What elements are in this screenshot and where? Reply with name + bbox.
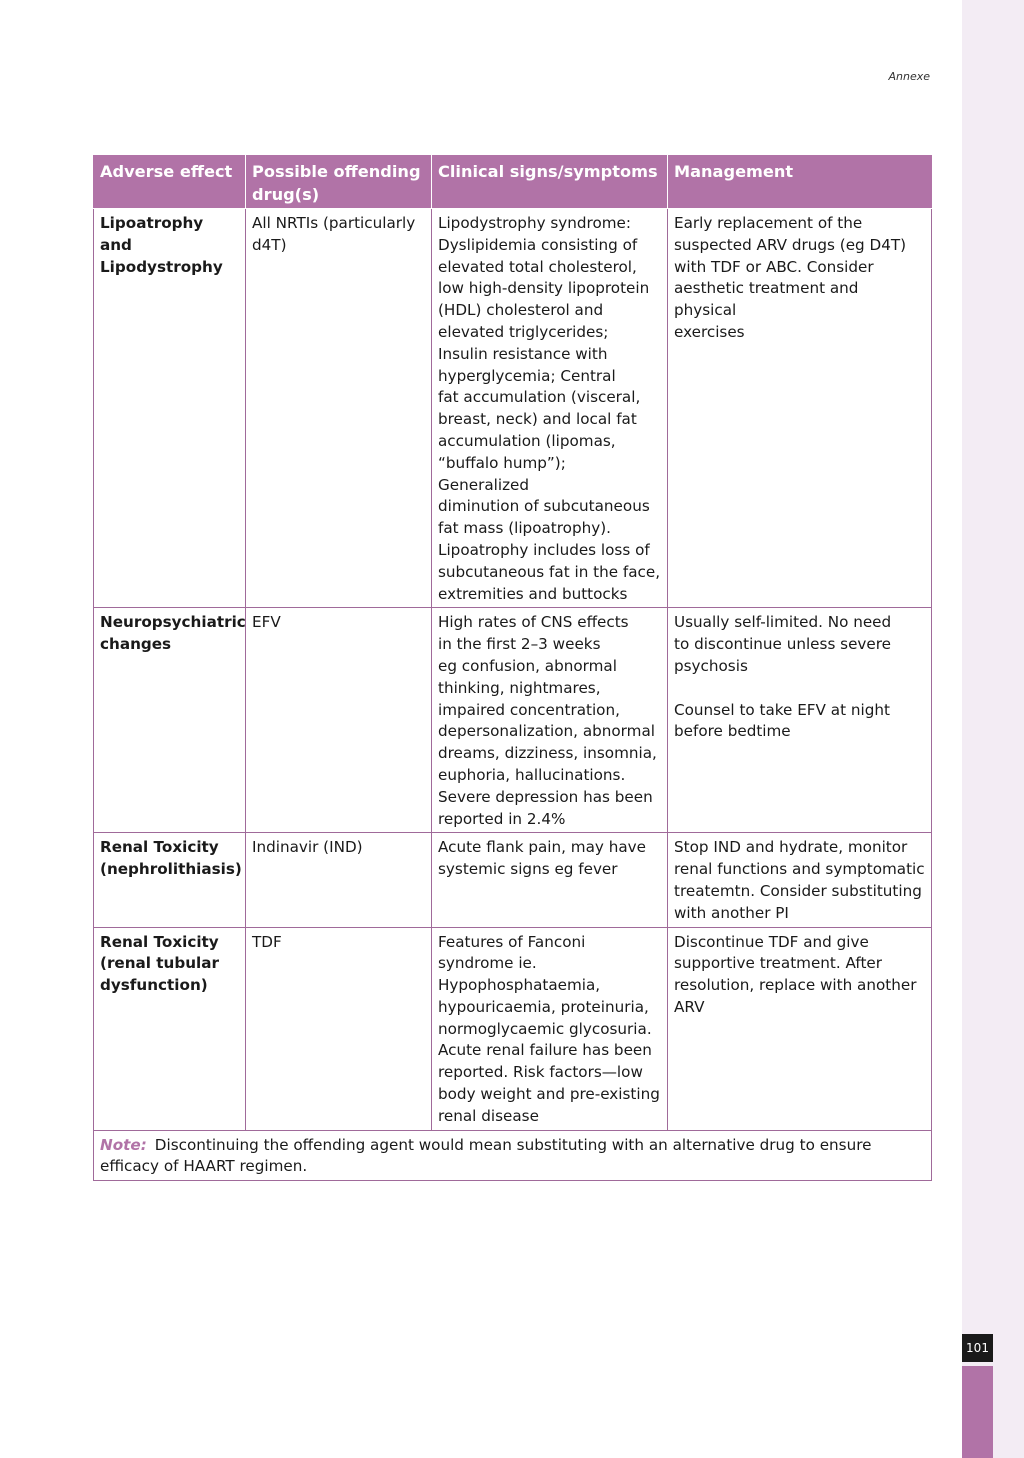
cell-line: psychosis [674,656,748,675]
cell-line: resolution, replace with another [674,976,917,995]
cell-line: Acute renal failure has been [438,1041,652,1060]
cell-line: impaired concentration, [438,700,620,719]
cell-line: Hypophosphataemia, [438,976,601,995]
column-header: Clinical signs/symptoms [432,156,668,209]
cell-line: Indinavir (IND) [252,838,363,857]
cell-line: Lipodystrophy [100,257,223,276]
blank-line [674,678,925,700]
cell-line: depersonalization, abnormal [438,722,655,741]
cell-offending-drug [246,608,432,833]
cell-line: elevated total cholesterol, [438,257,637,276]
table-note [94,1130,932,1181]
cell-line: systemic signs eg fever [438,860,618,879]
adverse-effects-table [93,155,932,1181]
cell-line: Renal Toxicity [100,932,219,951]
cell-adverse-effect [94,209,246,608]
cell-line: Lipodystrophy syndrome: [438,214,632,232]
note-text: Discontinuing the offending agent would mean substituting with an alternative drug to ensure efficacy of HAART regimen. [100,1135,872,1176]
cell-line: Neuropsychiatric [100,613,246,632]
cell-line: supportive treatment. After [674,954,883,973]
page-number: 101 [962,1334,993,1362]
cell-line: Features of Fanconi [438,932,586,951]
table-row [94,927,932,1130]
table-row [94,608,932,833]
cell-line: reported. Risk factors—low [438,1063,643,1082]
cell-line: dysfunction) [100,976,208,995]
cell-line: body weight and pre-existing [438,1085,660,1104]
cell-line: (HDL) cholesterol and [438,301,604,320]
cell-line: Usually self-limited. No need [674,613,892,632]
cell-line: in the first 2–3 weeks [438,635,601,654]
cell-management [668,927,932,1130]
cell-line: (nephrolithiasis) [100,860,242,879]
cell-management [668,833,932,927]
cell-line: normoglycaemic glycosuria. [438,1019,652,1038]
cell-line: to discontinue unless severe [674,635,892,654]
cell-line: accumulation (lipomas, [438,431,616,450]
cell-line: Severe depression has been [438,787,653,806]
cell-line: Lipoatrophy includes loss of [438,540,650,559]
cell-line: fat accumulation (visceral, [438,388,641,407]
cell-offending-drug [246,209,432,608]
table-row [94,833,932,927]
cell-line: fat mass (lipoatrophy). [438,519,611,538]
cell-line: treatemtn. Consider substituting [674,881,922,900]
column-header: Possible offending drug(s) [246,156,432,209]
cell-line: d4T) [252,235,287,254]
cell-line: All NRTIs (particularly [252,214,416,232]
cell-line: Insulin resistance with [438,344,608,363]
cell-line: High rates of CNS effects [438,613,629,632]
cell-line: changes [100,635,172,654]
cell-line: thinking, nightmares, [438,678,601,697]
cell-line: renal functions and symptomatic [674,860,925,879]
cell-line: euphoria, hallucinations. [438,765,626,784]
cell-line: before bedtime [674,722,791,741]
note-label: Note: [100,1135,147,1154]
cell-line: low high-density lipoprotein [438,279,650,298]
cell-line: hyperglycemia; Central [438,366,616,385]
table-header-row [94,156,932,209]
cell-management [668,608,932,833]
cell-line: with TDF or ABC. Consider [674,257,874,276]
cell-offending-drug [246,833,432,927]
cell-line: hypouricaemia, proteinuria, [438,997,649,1016]
cell-line: suspected ARV drugs (eg D4T) [674,235,907,254]
cell-adverse-effect [94,608,246,833]
cell-line: Lipoatrophy and [100,214,204,254]
cell-line: elevated triglycerides; [438,322,609,341]
cell-line: (renal tubular [100,954,219,973]
cell-offending-drug [246,927,432,1130]
cell-line: TDF [252,932,282,951]
cell-line: Renal Toxicity [100,838,219,857]
running-header: Annexe [888,70,930,83]
cell-adverse-effect [94,833,246,927]
cell-line: subcutaneous fat in the face, [438,562,661,581]
cell-line: “buffalo hump”); Generalized [438,453,566,494]
cell-line: with another PI [674,903,789,922]
column-header: Management [668,156,932,209]
cell-clinical-signs [432,833,668,927]
cell-line: ARV [674,997,705,1016]
cell-line: breast, neck) and local fat [438,410,637,429]
cell-clinical-signs [432,927,668,1130]
cell-line: renal disease [438,1106,539,1125]
cell-line: Early replacement of the [674,214,863,232]
cell-line: extremities and buttocks [438,584,628,603]
cell-line: syndrome ie. [438,954,537,973]
side-margin-strip [962,0,1024,1458]
cell-line: reported in 2.4% [438,809,566,828]
cell-line: aesthetic treatment and physical [674,279,859,320]
table-row [94,209,932,608]
cell-line: EFV [252,613,281,632]
cell-clinical-signs [432,608,668,833]
table-note-row [94,1130,932,1181]
cell-line: Acute flank pain, may have [438,838,646,857]
cell-line: diminution of subcutaneous [438,497,650,516]
cell-line: exercises [674,322,745,341]
cell-management [668,209,932,608]
column-header: Adverse effect [94,156,246,209]
cell-clinical-signs [432,209,668,608]
cell-line: Dyslipidemia consisting of [438,235,638,254]
cell-line: Discontinue TDF and give [674,932,869,951]
cell-line: Counsel to take EFV at night [674,700,890,719]
side-accent-bar [962,1366,993,1458]
cell-line: dreams, dizziness, insomnia, [438,744,657,763]
cell-line: Stop IND and hydrate, monitor [674,838,908,857]
cell-line: eg confusion, abnormal [438,656,617,675]
cell-adverse-effect [94,927,246,1130]
